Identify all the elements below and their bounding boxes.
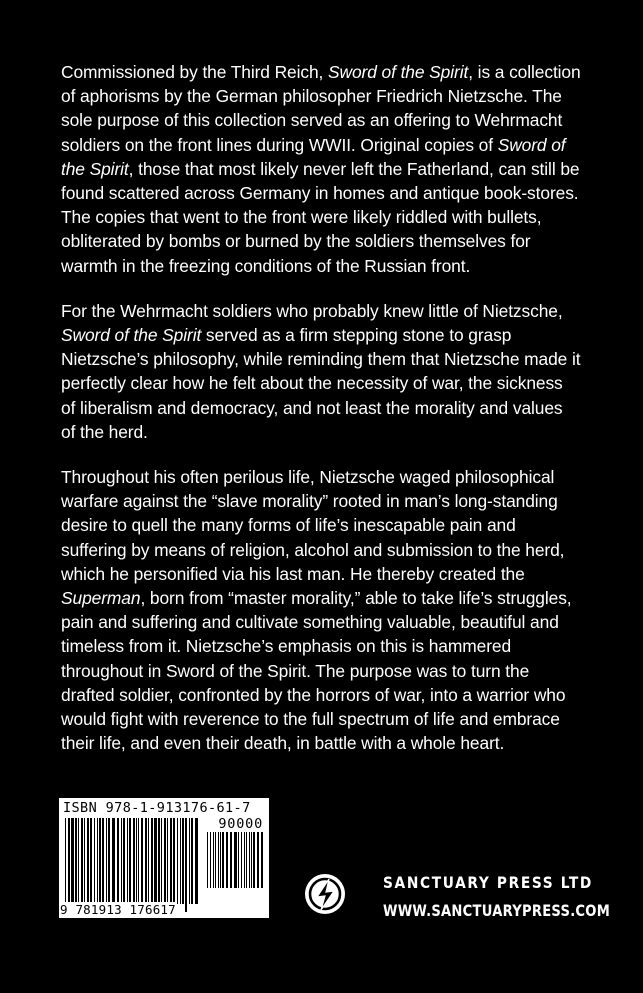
barcode-bar — [108, 818, 110, 904]
barcode-bar — [170, 818, 172, 904]
barcode-bar — [257, 832, 259, 888]
barcode-bar — [127, 818, 128, 912]
back-cover-blurb — [61, 60, 581, 776]
book-title: Sword of the Spirit — [61, 325, 202, 346]
isbn-label: ISBN 978-1-913176-61-7 — [63, 800, 251, 816]
barcode-bar — [151, 818, 153, 904]
barcode-bar — [167, 818, 168, 904]
price-addon-digits: 90000 — [218, 816, 263, 832]
barcode-bar — [71, 818, 74, 904]
barcode-bar — [185, 818, 187, 912]
barcode-bar — [154, 818, 157, 904]
barcode-bar — [99, 818, 101, 904]
barcode-bar — [230, 832, 232, 888]
barcode-bar — [145, 818, 147, 904]
barcode-bar — [244, 832, 245, 888]
barcode-bar — [148, 818, 149, 904]
barcode-bar — [97, 818, 98, 904]
barcode-bar — [191, 818, 193, 904]
barcode-bar — [173, 818, 175, 904]
superman-term: Superman — [61, 588, 141, 609]
barcode-bar — [182, 818, 184, 904]
barcode-bar — [141, 818, 143, 904]
barcode-bar — [180, 818, 181, 904]
barcode-bar — [207, 832, 208, 888]
isbn-barcode — [59, 798, 269, 918]
publisher-name: SANCTUARY PRESS LTD — [383, 873, 593, 892]
blurb-text: Commissioned by the Third Reich, — [61, 62, 329, 82]
publisher-block — [383, 873, 643, 920]
publisher-url: WWW.SANCTUARYPRESS.COM — [383, 901, 611, 920]
blurb-text: Throughout his often perilous life, Nietzsche waged philosophical warfare against the “slave morality” rooted in man’s long-standing desire to quell the many forms of life’s inescapable pain and suffering by means of religion, alcohol and submission to the herd, which he personified via his last man. He thereby created the — [61, 467, 565, 584]
blurb-text: , those that most likely never left the Fatherland, can still be found scattered across Germany in homes and antique book-stores. The copies that went to the front were likely riddled with bullets, obliterated by bombs or burned by the soldiers themselves for warmth in the freezing conditions of the Russian front. — [61, 158, 580, 276]
barcode-bar — [218, 832, 219, 888]
barcode-bar — [65, 818, 66, 912]
barcode-bar — [241, 832, 242, 888]
barcode-bar — [138, 818, 139, 904]
barcode-bar — [90, 818, 92, 904]
barcode-bar — [133, 818, 135, 904]
barcode-bar — [78, 818, 79, 904]
barcode-bar — [249, 832, 250, 888]
barcode-bar — [106, 818, 107, 904]
barcode-bar — [117, 818, 119, 904]
barcode-bar — [161, 818, 162, 904]
blurb-paragraph-1 — [61, 60, 581, 278]
barcode-bar — [226, 832, 228, 888]
barcode-bar — [94, 818, 95, 904]
barcode-bar — [215, 832, 216, 888]
barcode-bar — [68, 818, 70, 912]
barcode-bar — [112, 818, 115, 904]
barcode-bar — [210, 832, 211, 888]
barcode-bar — [261, 832, 263, 888]
barcode-bar — [102, 818, 104, 904]
book-title: Sword of the Spirit — [61, 134, 566, 179]
barcode-bar — [246, 832, 247, 888]
barcode-bar — [234, 832, 237, 888]
barcode-bar — [177, 818, 178, 904]
blurb-paragraph-2 — [61, 299, 581, 444]
blurb-text: For the Wehrmacht soldiers who probably knew little of Nietzsche, — [61, 300, 563, 321]
ean-bars — [65, 818, 201, 912]
book-title: Sword of the Spirit — [328, 62, 469, 82]
barcode-bar — [158, 818, 160, 904]
barcode-bar — [75, 818, 77, 904]
barcode-bar — [220, 832, 221, 888]
barcode-bar — [123, 818, 125, 904]
barcode-bar — [213, 832, 214, 888]
blurb-text: , born from “master morality,” able to take life’s struggles, pain and suffering and cultivate something valuable, beautiful and timeless from it. Nietzsche’s emphasis on this is hammered throughout in Sword of the Spirit. The purpose was to turn the drafted soldier, confronted by the horrors of war, into a warrior who would fight with reverence to the full spectrum of life and embrace their life, and even their death, in battle with a whole heart. — [61, 588, 572, 754]
barcode-bar — [84, 818, 85, 904]
barcode-bar — [87, 818, 89, 904]
barcode-bar — [136, 818, 137, 904]
barcode-bar — [129, 818, 131, 904]
barcode-bar — [238, 832, 239, 888]
barcode-bar — [253, 832, 255, 888]
barcode-bar — [164, 818, 166, 904]
barcode-bar — [189, 818, 190, 904]
barcode-bar — [81, 818, 83, 904]
barcode-bar — [251, 832, 252, 888]
barcode-bar — [195, 818, 198, 904]
barcode-bar — [121, 818, 122, 904]
lightning-circle-icon — [304, 873, 346, 915]
blurb-paragraph-3 — [61, 465, 581, 755]
blurb-text: served as a firm stepping stone to grasp Nietzsche’s philosophy, while reminding them that Nietzsche made it perfectly clear how he felt about the necessity of war, the sickness of liberalism and democracy, and not least the morality and values of the herd. — [61, 325, 581, 442]
blurb-text: , is a collection of aphorisms by the German philosopher Friedrich Nietzsche. The sole purpose of this collection served as an offering to Wehrmacht soldiers on the front lines during WWII. Original copies of — [61, 62, 581, 155]
ean-digits: 9 781913 176617 — [60, 902, 176, 917]
addon-bars — [207, 832, 265, 896]
barcode-bar — [222, 832, 224, 888]
